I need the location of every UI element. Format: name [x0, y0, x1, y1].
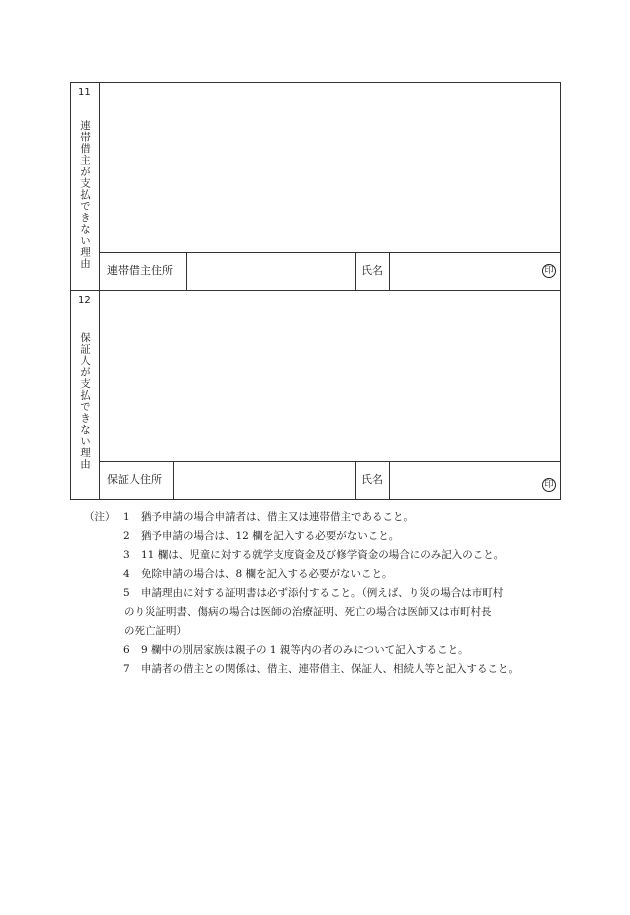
section-12-number: 12: [78, 295, 91, 306]
section-12-seal-mark: 印: [542, 478, 556, 492]
section-11-address-label: 連帯借主住所: [107, 264, 173, 277]
note-text: 9 欄中の別居家族は親子の 1 親等内の者のみについて記入すること。: [141, 644, 469, 656]
section-12-name-label: 氏名: [361, 473, 383, 486]
note-text: 申請理由に対する証明書は必ず添付すること。（例えば、り災の場合は市町村: [141, 587, 504, 599]
note-number: 7: [123, 663, 130, 675]
section-11-reason-field[interactable]: [99, 82, 561, 253]
note-text-continuation: の死亡証明）: [124, 625, 187, 637]
application-form: [70, 82, 561, 500]
note-text: 免除申請の場合は、8 欄を記入する必要がないこと。: [141, 568, 393, 580]
section-12-address-label: 保証人住所: [107, 473, 162, 486]
note-text: 申請者の借主との関係は、借主、連帯借主、保証人、相続人等と記入すること。: [141, 663, 519, 675]
note-text: 11 欄は、児童に対する就学支度資金及び修学資金の場合にのみ記入のこと。: [141, 549, 505, 561]
section-12-label: 保証人が支払できない理由: [79, 332, 91, 470]
note-number: 3: [123, 549, 130, 561]
note-number: 1: [123, 511, 130, 523]
note-text: 猶予申請の場合は、12 欄を記入する必要がないこと。: [141, 530, 400, 542]
note-number: 4: [123, 568, 130, 580]
note-number: 2: [123, 530, 130, 542]
section-11-seal-mark: 印: [542, 264, 556, 278]
note-number: 6: [123, 644, 130, 656]
section-12-reason-field[interactable]: [99, 290, 561, 462]
note-text: 猶予申請の場合申請者は、借主又は連帯借主であること。: [141, 511, 414, 523]
note-number: 5: [123, 587, 130, 599]
section-11-name-field[interactable]: [389, 252, 561, 291]
section-11-number: 11: [78, 87, 91, 98]
section-11-label: 連帯借主が支払できない理由: [79, 120, 91, 270]
note-text-continuation: のり災証明書、傷病の場合は医師の治療証明、死亡の場合は医師又は市町村長: [124, 606, 492, 618]
section-12-name-field[interactable]: [389, 461, 561, 500]
section-11-name-label: 氏名: [361, 264, 383, 277]
notes-section: [0, 510, 630, 690]
section-12-address-field[interactable]: [173, 461, 356, 500]
section-11-address-field[interactable]: [186, 252, 356, 291]
notes-prefix: （注）: [84, 511, 116, 523]
